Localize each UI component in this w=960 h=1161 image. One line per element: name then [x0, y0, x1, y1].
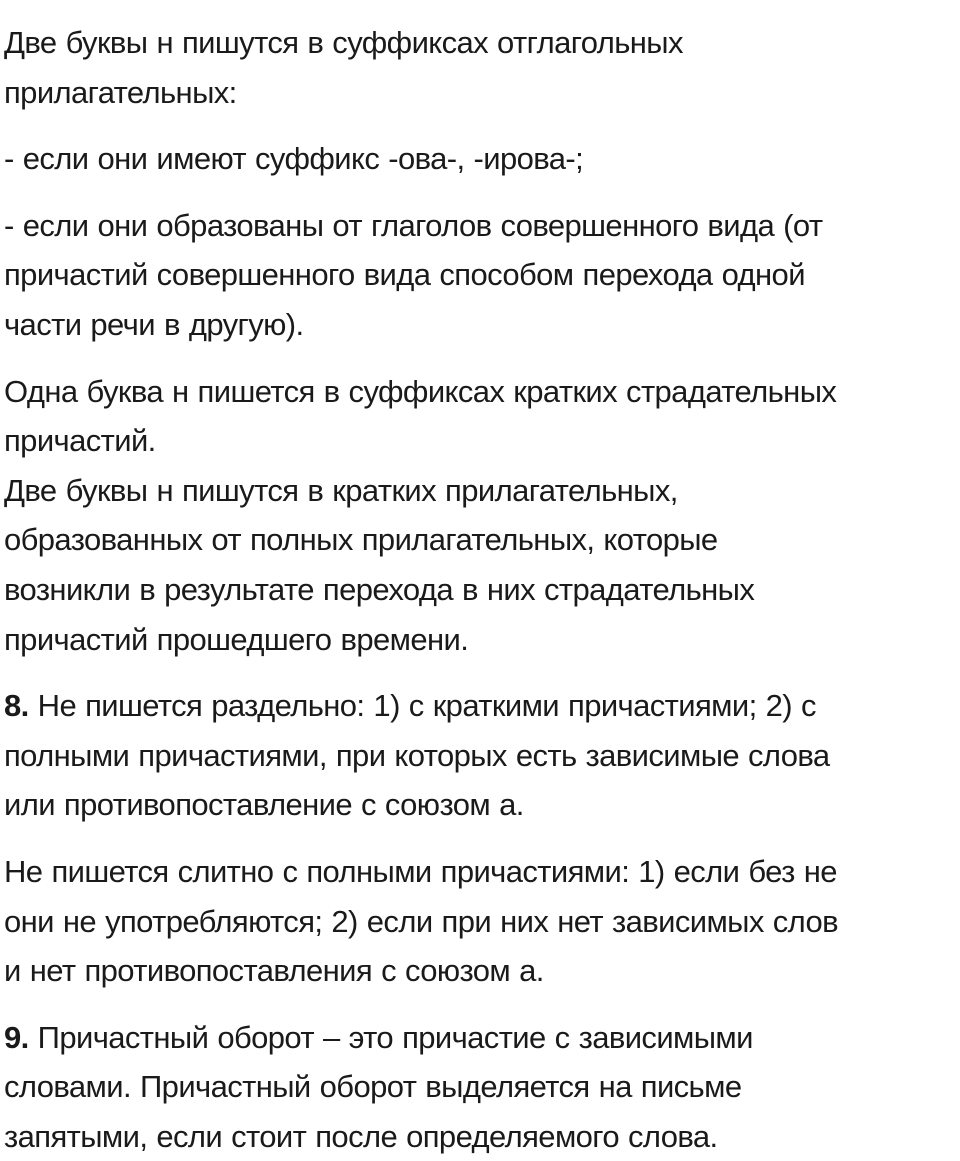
item-number: 8. — [4, 688, 29, 724]
item-first-line: Не пишется раздельно: 1) с краткими причастиями; 2) с — [28, 688, 816, 724]
paragraph-perfective-verbs — [4, 201, 954, 350]
paragraph-double-n-verbal-adjectives — [4, 18, 954, 117]
paragraph-item-8 — [4, 681, 954, 830]
item-number: 9. — [4, 1019, 29, 1055]
text-line: образованных от полных прилагательных, которые — [4, 522, 718, 558]
text-line: - если они имеют суффикс -ова-, -ирова-; — [4, 141, 584, 177]
paragraph-single-n-short-participles — [4, 367, 954, 466]
text-line: и нет противопоставления с союзом а. — [4, 953, 544, 989]
item-first-line: Причастный оборот – это причастие с зависимыми — [28, 1019, 753, 1055]
text-line: словами. Причастный оборот выделяется на письме — [4, 1069, 742, 1105]
text-line: или противопоставление с союзом а. — [4, 787, 524, 823]
paragraph-suffix-ova-irova — [4, 134, 954, 184]
text-line: Две буквы н пишутся в кратких прилагательных, — [4, 472, 678, 508]
text-line: возникли в результате перехода в них страдательных — [4, 571, 755, 607]
document-body — [4, 18, 954, 1161]
text-line: причастий прошедшего времени. — [4, 621, 469, 657]
text-line — [4, 1013, 954, 1063]
paragraph-double-n-short-adjectives — [4, 466, 954, 664]
text-line: запятыми, если стоит после определяемого слова. — [4, 1118, 718, 1154]
text-line: причастий совершенного вида способом перехода одной — [4, 257, 805, 293]
text-line: полными причастиями, при которых есть зависимые слова — [4, 737, 830, 773]
text-line: Не пишется слитно с полными причастиями: 1) если без не — [4, 853, 837, 889]
text-line: они не употребляются; 2) если при них нет зависимых слов — [4, 903, 839, 939]
text-line: части речи в другую). — [4, 306, 304, 342]
text-line: прилагательных: — [4, 74, 237, 110]
text-line: Две буквы н пишутся в суффиксах отглагольных — [4, 25, 683, 60]
paragraph-ne-written-together — [4, 847, 954, 996]
text-line: - если они образованы от глаголов совершенного вида (от — [4, 207, 823, 243]
text-line: причастий. — [4, 423, 156, 459]
text-line — [4, 681, 954, 731]
paragraph-item-9 — [4, 1013, 954, 1161]
text-line: Одна буква н пишется в суффиксах кратких страдательных — [4, 373, 837, 409]
